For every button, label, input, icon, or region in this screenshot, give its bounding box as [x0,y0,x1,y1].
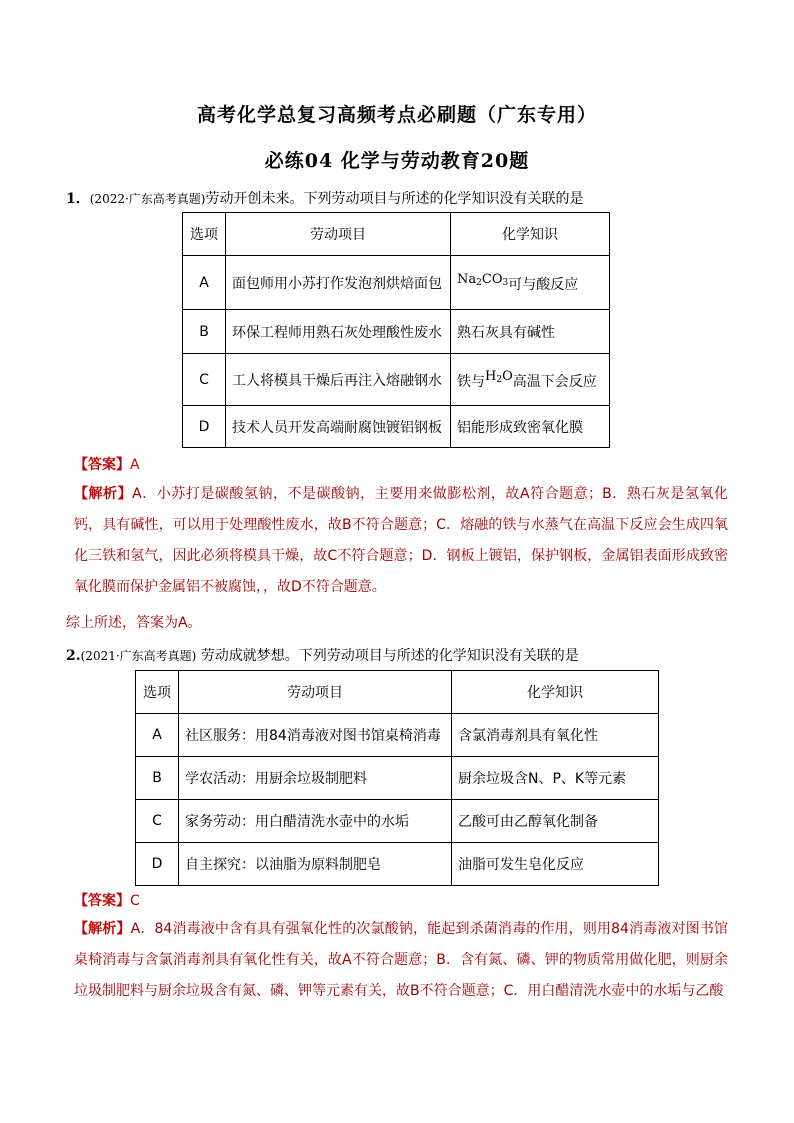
knowledge-cell: $Na_2CO_3$可与酸反应 [451,256,610,310]
question-2-explanation [74,914,728,1007]
table-header-row [136,671,659,714]
option-cell: B [136,757,179,800]
question-number: 2. [66,648,81,664]
table-header-cell: 劳动项目 [179,671,452,714]
option-cell: C [136,800,179,843]
question-1-stem [66,188,583,208]
labor-item-cell: 工人将模具干燥后再注入熔融钢水 [226,354,451,406]
knowledge-cell: 厨余垃圾含N、P、K等元素 [452,757,659,800]
option-cell: D [183,406,226,448]
question-text: 劳动开创未来。下列劳动项目与所述的化学知识没有关联的是 [205,191,584,207]
table-header-cell: 化学知识 [452,671,659,714]
table-row [183,354,610,406]
option-cell: B [183,310,226,354]
document-subtitle: 必练04 化学与劳动教育20题 [264,150,530,172]
question-text: 劳动成就梦想。下列劳动项目与所述的化学知识没有关联的是 [196,648,579,664]
knowledge-cell: 含氯消毒剂具有氧化性 [452,714,659,757]
table-header-cell: 选项 [183,213,226,256]
explanation-tag: 【解析】 [74,921,131,937]
table-row [136,800,659,843]
labor-item-cell: 技术人员开发高端耐腐蚀镀铝钢板 [226,406,451,448]
option-cell: A [136,714,179,757]
option-cell: A [183,256,226,310]
table-header-cell: 化学知识 [451,213,610,256]
knowledge-cell: 乙酸可由乙醇氧化制备 [452,800,659,843]
labor-item-cell: 面包师用小苏打作发泡剂烘焙面包 [226,256,451,310]
table-row [183,256,610,310]
table-row [136,714,659,757]
table-header-row [183,213,610,256]
answer-tag: 【答案】 [74,893,130,909]
option-cell: C [183,354,226,406]
question-2-table [135,670,659,886]
explanation-text: A．84消毒液中含有具有强氧化性的次氯酸钠，能起到杀菌消毒的作用，则用84消毒液对图书馆桌椅消毒与含氯消毒剂具有氧化性有关，故A不符合题意；B．含有氮、磷、钾的物质常用做化肥，则厨余垃圾制肥料与厨余垃圾含有氮、磷、钾等元素有关，故B不符合题意；C．用白醋清洗水壶中的水垢与乙酸 [74,921,728,999]
explanation-text: A．小苏打是碳酸氢钠，不是碳酸钠，主要用来做膨松剂，故A符合题意；B．熟石灰是氢氧化钙，具有碱性，可以用于处理酸性废水，故B不符合题意；C．熔融的铁与水蒸气在高温下反应会生成四氧化三铁和氢气，因此必须将模具干燥，故C不符合题意；D．钢板上镀铝，保护钢板，金属铝表面形成致密氧化膜而保护金属铝不被腐蚀，，故D不符合题意。 [74,486,729,595]
chem-formula: $Na_2CO_3$ [457,271,509,288]
knowledge-cell: 熟石灰具有碱性 [451,310,610,354]
question-number: 1． [66,191,90,207]
labor-item-cell: 自主探究：以油脂为原料制肥皂 [179,843,452,886]
question-source: (2021·广东高考真题) [80,649,197,663]
labor-item-cell: 社区服务：用84消毒液对图书馆桌椅消毒 [179,714,452,757]
question-1-explanation [74,479,728,603]
question-2-stem [66,645,579,665]
document-title: 高考化学总复习高频考点必刷题（广东专用） [196,104,597,126]
question-2-answer [74,890,140,910]
answer-value: A [130,457,140,473]
answer-tag: 【答案】 [74,457,130,473]
question-1-table [182,212,610,448]
table-header-cell: 劳动项目 [226,213,451,256]
table-row [136,757,659,800]
table-row [136,843,659,886]
knowledge-cell: 铝能形成致密氧化膜 [451,406,610,448]
answer-value: C [130,893,140,909]
option-cell: D [136,843,179,886]
labor-item-cell: 环保工程师用熟石灰处理酸性废水 [226,310,451,354]
table-row [183,310,610,354]
question-1-conclusion: 综上所述，答案为A。 [66,615,202,631]
table-header-cell: 选项 [136,671,179,714]
table-row [183,406,610,448]
labor-item-cell: 学农活动：用厨余垃圾制肥料 [179,757,452,800]
labor-item-cell: 家务劳动：用白醋清洗水壶中的水垢 [179,800,452,843]
question-source: (2022·广东高考真题) [89,192,206,206]
question-1-answer [74,454,140,474]
knowledge-cell: 铁与$H_2O$高温下会反应 [451,354,610,406]
explanation-tag: 【解析】 [74,486,133,502]
knowledge-cell: 油脂可发生皂化反应 [452,843,659,886]
chem-formula: $H_2O$ [485,368,513,385]
